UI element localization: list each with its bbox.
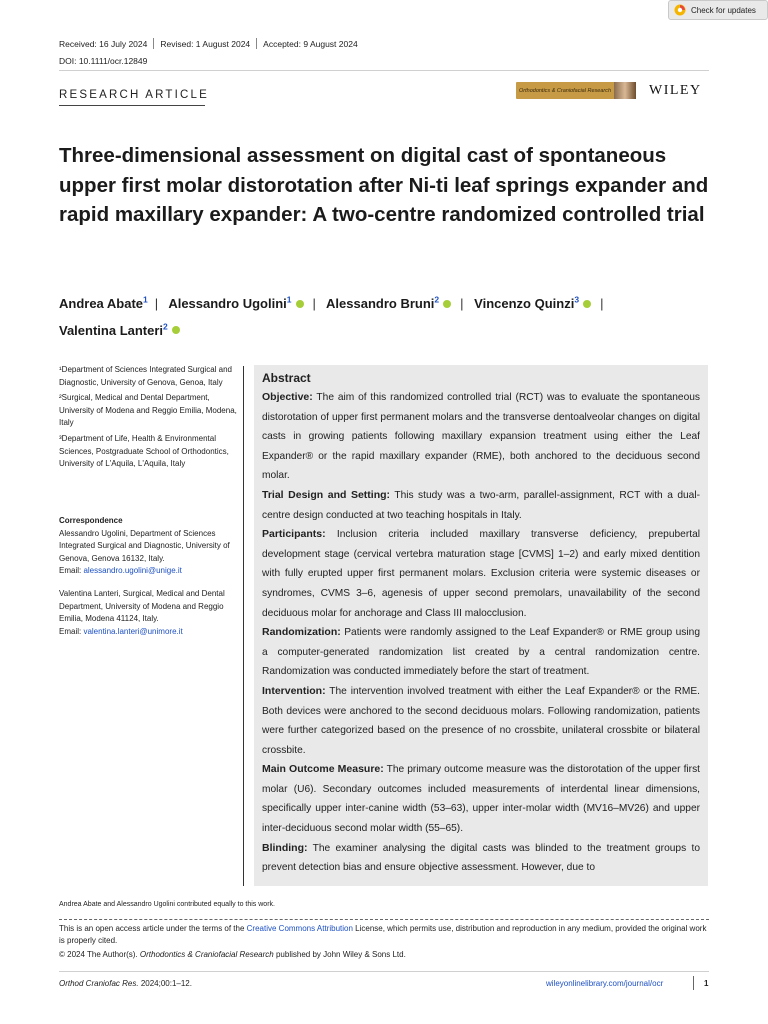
- publisher-logo[interactable]: WILEY: [649, 83, 702, 98]
- email-link[interactable]: valentina.lanteri@unimore.it: [83, 626, 183, 636]
- article-title: Three-dimensional assessment on digital cast of spontaneous upper first molar distorotation after Ni-ti leaf springs expander and rapid maxillary expander: A two-centre randomized controlled trial: [59, 144, 709, 226]
- check-for-updates-label: Check for updates: [691, 5, 756, 15]
- abstract-section: Trial Design and Setting: This study was a two-arm, parallel-assignment, RCT with a dual-centre design conducted at two teaching hospitals in Italy.: [262, 488, 700, 521]
- page-number: 1: [704, 979, 709, 988]
- abstract-rule: [243, 366, 244, 886]
- header-rule: [59, 70, 709, 71]
- license-link[interactable]: Creative Commons Attribution: [246, 924, 353, 933]
- orcid-icon[interactable]: [583, 300, 591, 308]
- author[interactable]: Valentina Lanteri$^2$: [59, 321, 168, 338]
- author-separator: |: [460, 296, 464, 312]
- citation: Orthod Craniofac Res. 2024;00:1–12.: [59, 979, 192, 988]
- history-dates: [59, 38, 358, 49]
- open-access-text: This is an open access article under the terms of the Creative Commons Attribution License, which permits use, distribution and reproduction in any medium, provided the original work is properly cited.: [59, 924, 707, 946]
- email-link[interactable]: alessandro.ugolini@unige.it: [83, 566, 182, 576]
- article-type-underline: [59, 105, 205, 106]
- journal-url-link[interactable]: wileyonlinelibrary.com/journal/ocr: [546, 979, 664, 988]
- correspondence-heading: Correspondence: [59, 516, 123, 525]
- author-separator: |: [600, 296, 604, 312]
- author[interactable]: Alessandro Bruni$^2$: [326, 295, 440, 312]
- doi[interactable]: DOI: 10.1111/ocr.12849: [59, 56, 148, 66]
- accepted-date: Accepted: 9 August 2024: [263, 38, 358, 49]
- footnote-divider: [59, 919, 709, 920]
- abstract-section: Main Outcome Measure: The primary outcome measure was the distorotation of the upper first molar (U6). Secondary outcomes included measurements of interdental linear dimensions, specifically upper inter-canine width (53–63), upper inter-molar width (MV16–MV26) and upper inter-deciduous second molar width (55–65).: [262, 763, 700, 835]
- check-for-updates-button[interactable]: [668, 0, 768, 20]
- abstract-box: [254, 365, 708, 886]
- orcid-icon[interactable]: [443, 300, 451, 308]
- revised-date: Revised: 1 August 2024: [160, 38, 251, 49]
- received-date: Received: 16 July 2024: [59, 38, 148, 49]
- author[interactable]: Andrea Abate$^1$: [59, 295, 148, 312]
- divider: [153, 38, 154, 49]
- affiliation: ³Department of Life, Health & Environmental Sciences, Postgraduate School of Orthodontics, University of L'Aquila, L'Aquila, Italy: [59, 433, 229, 469]
- correspondence-entry: Valentina Lanteri, Surgical, Medical and Dental Department, University of Modena and Reggio Emilia, Modena 41124, Italy. Email: valentina.lanteri@unimore.it: [59, 588, 225, 636]
- license-statement: [59, 923, 709, 961]
- journal-logo-image: [614, 82, 636, 99]
- abstract-heading: Abstract: [262, 371, 311, 385]
- author-list: [59, 289, 719, 342]
- check-for-updates-icon: [674, 4, 686, 16]
- footer-rule: [59, 971, 709, 972]
- orcid-icon[interactable]: [172, 326, 180, 334]
- article-type: RESEARCH ARTICLE: [59, 89, 210, 101]
- abstract-section: Participants: Inclusion criteria included maxillary transverse deficiency, prepubertal development stage (cervical vertebra maturation stage [CVMS] 1–2) and early mixed dentition with fully erupted upper first permanent molars. Exclusion criteria were systemic diseases or syndromes, CVMS 3–6, agenesis of upper second premolars, unavailability of the second deciduous molar for anchorage and Class III malocclusion.: [262, 528, 700, 619]
- author-separator: |: [312, 296, 316, 312]
- author-separator: |: [154, 296, 159, 312]
- orcid-icon[interactable]: [296, 300, 304, 308]
- journal-logo[interactable]: [516, 82, 642, 99]
- copyright-text: © 2024 The Author(s). Orthodontics & Craniofacial Research published by John Wiley & Sons Ltd.: [59, 949, 406, 959]
- author[interactable]: Vincenzo Quinzi$^3$: [474, 295, 580, 312]
- journal-logo-text: Orthodontics & Craniofacial Research: [516, 82, 614, 99]
- abstract-section: Objective: The aim of this randomized controlled trial (RCT) was to evaluate the spontaneous distorotation of upper first permanent molars and the transverse dentoalveolar changes on digital casts in growing patients following maxillary expansion treatment using either the Leaf Expander® or the rapid maxillary expander (RME), both anchored to the deciduous second molar.: [262, 391, 700, 482]
- divider: [256, 38, 257, 49]
- affiliation: ²Surgical, Medical and Dental Department, University of Modena and Reggio Emilia, Modena, Italy: [59, 393, 237, 428]
- abstract-section: Randomization: Patients were randomly assigned to the Leaf Expander® or RME group using a computer-generated randomization list created by a central randomization centre. Randomization was conducted immediately before the start of treatment.: [262, 626, 700, 678]
- affiliation: ¹Department of Sciences Integrated Surgical and Diagnostic, University of Genova, Genoa, Italy: [59, 365, 232, 387]
- author[interactable]: Alessandro Ugolini$^1$: [168, 295, 292, 312]
- abstract-section: Intervention: The intervention involved treatment with either the Leaf Expander® or the RME. Both devices were anchored to the second deciduous molars. Following randomization, patients were further categorized based on the presence of no crossbite, unilateral crossbite or bilateral crossbite.: [262, 684, 700, 756]
- correspondence: [59, 515, 237, 648]
- correspondence-entry: Alessandro Ugolini, Department of Sciences Integrated Surgical and Diagnostic, University of Genova, Genova 16132, Italy. Email: alessandro.ugolini@unige.it: [59, 528, 230, 576]
- page-divider: [693, 976, 694, 990]
- abstract-section: Blinding: The examiner analysing the digital casts was blinded to the treatment groups to prevent detection bias and ensure objective assessment. However, due to: [262, 841, 700, 874]
- equal-contribution-note: Andrea Abate and Alessandro Ugolini contributed equally to this work.: [59, 901, 275, 908]
- affiliations: [59, 364, 237, 474]
